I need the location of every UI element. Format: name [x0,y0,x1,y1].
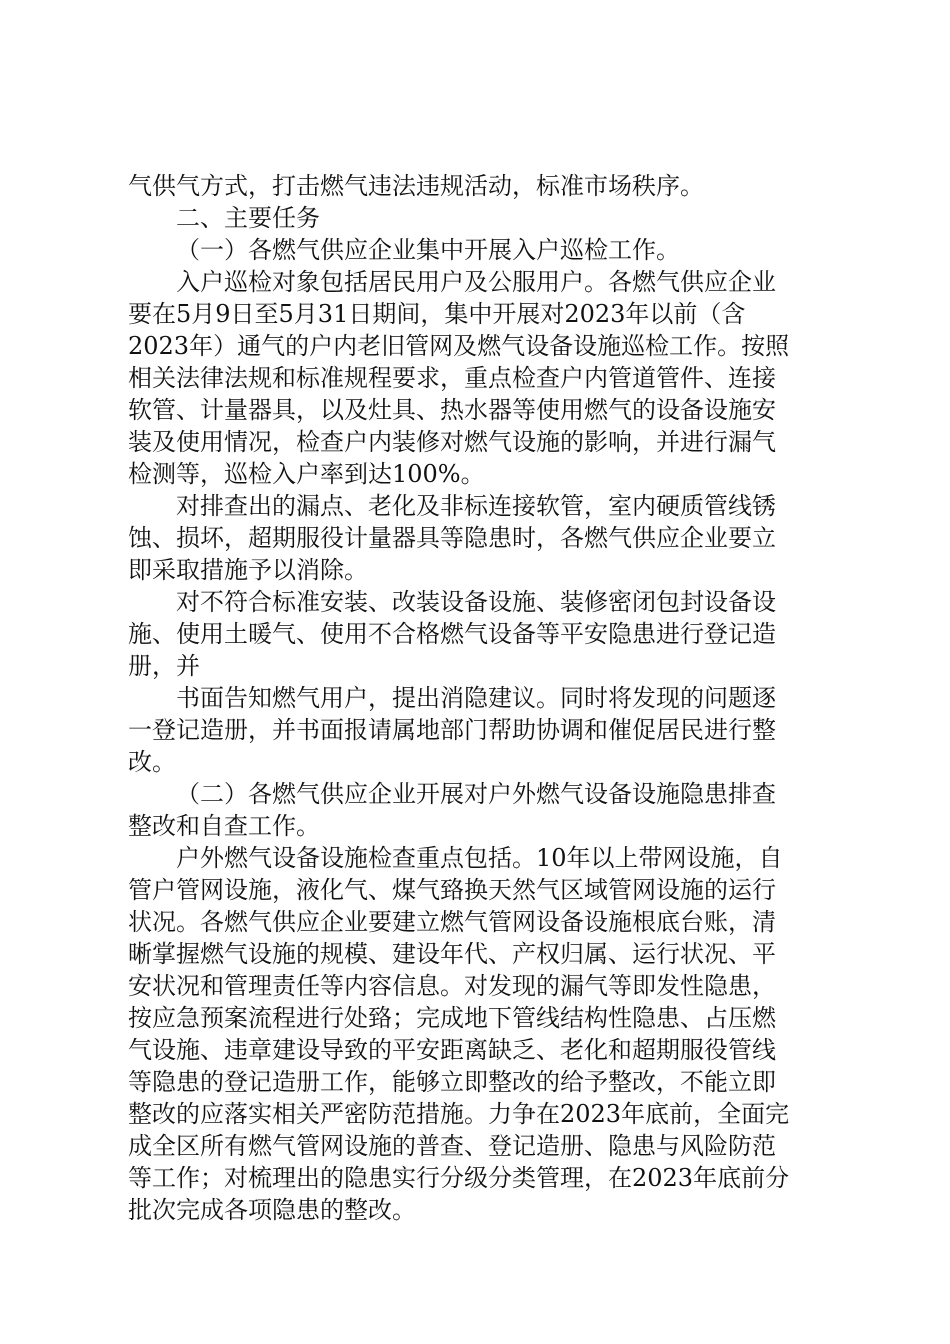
text-line: 要在5月9日至5月31日期间，集中开展对2023年以前（含 [128,300,746,328]
text-line: 状况。各燃气供应企业要建立燃气管网设备设施根底台账，清 [128,908,776,936]
text-line: 一登记造册，并书面报请属地部门帮助协调和催促居民进行整 [128,716,776,744]
text-line: 软管、计量器具，以及灶具、热水器等使用燃气的设备设施安 [128,396,776,424]
section-heading: 二、主要任务 [176,204,320,232]
paragraph-first-line: 入户巡检对象包括居民用户及公服用户。各燃气供应企业 [176,268,776,296]
paragraph-first-line: 对排查出的漏点、老化及非标连接软管，室内硬质管线锈 [176,492,776,520]
text-line: 气设施、违章建设导致的平安距离缺乏、老化和超期服役管线 [128,1036,776,1064]
text-line: 管户管网设施，液化气、煤气臵换天然气区域管网设施的运行 [128,876,776,904]
subsection-heading: （一）各燃气供应企业集中开展入户巡检工作。 [176,236,680,264]
text-line: 等工作；对梳理出的隐患实行分级分类管理，在2023年底前分 [128,1164,790,1192]
text-line: 整改和自查工作。 [128,812,320,840]
subsection-heading: （二）各燃气供应企业开展对户外燃气设备设施隐患排查 [176,780,776,808]
text-line: 按应急预案流程进行处臵；完成地下管线结构性隐患、占压燃 [128,1004,776,1032]
text-line: 成全区所有燃气管网设施的普查、登记造册、隐患与风险防范 [128,1132,776,1160]
text-line: 晰掌握燃气设施的规模、建设年代、产权归属、运行状况、平 [128,940,776,968]
text-line: 气供气方式，打击燃气违法违规活动，标准市场秩序。 [128,172,704,200]
text-line: 检测等，巡检入户率到达100%。 [128,460,485,488]
text-line: 等隐患的登记造册工作，能够立即整改的给予整改，不能立即 [128,1068,776,1096]
text-line: 2023年）通气的户内老旧管网及燃气设备设施巡检工作。按照 [128,332,790,360]
text-line: 施、使用土暖气、使用不合格燃气设备等平安隐患进行登记造 [128,620,776,648]
text-line: 批次完成各项隐患的整改。 [128,1196,416,1224]
text-line: 安状况和管理责任等内容信息。对发现的漏气等即发性隐患， [128,972,776,1000]
text-line: 相关法律法规和标准规程要求，重点检查户内管道管件、连接 [128,364,776,392]
text-line: 即采取措施予以消除。 [128,556,368,584]
text-line: 改。 [128,748,176,776]
paragraph-first-line: 对不符合标准安装、改装设备设施、装修密闭包封设备设 [176,588,776,616]
paragraph-first-line: 户外燃气设备设施检查重点包括。10年以上带网设施，自 [176,844,783,872]
text-line: 册，并 [128,652,200,680]
text-line: 装及使用情况，检查户内装修对燃气设施的影响，并进行漏气 [128,428,776,456]
document-body [128,170,828,1226]
text-line: 整改的应落实相关严密防范措施。力争在2023年底前，全面完 [128,1100,790,1128]
text-line: 蚀、损坏，超期服役计量器具等隐患时，各燃气供应企业要立 [128,524,776,552]
paragraph-first-line: 书面告知燃气用户，提出消隐建议。同时将发现的问题逐 [176,684,776,712]
